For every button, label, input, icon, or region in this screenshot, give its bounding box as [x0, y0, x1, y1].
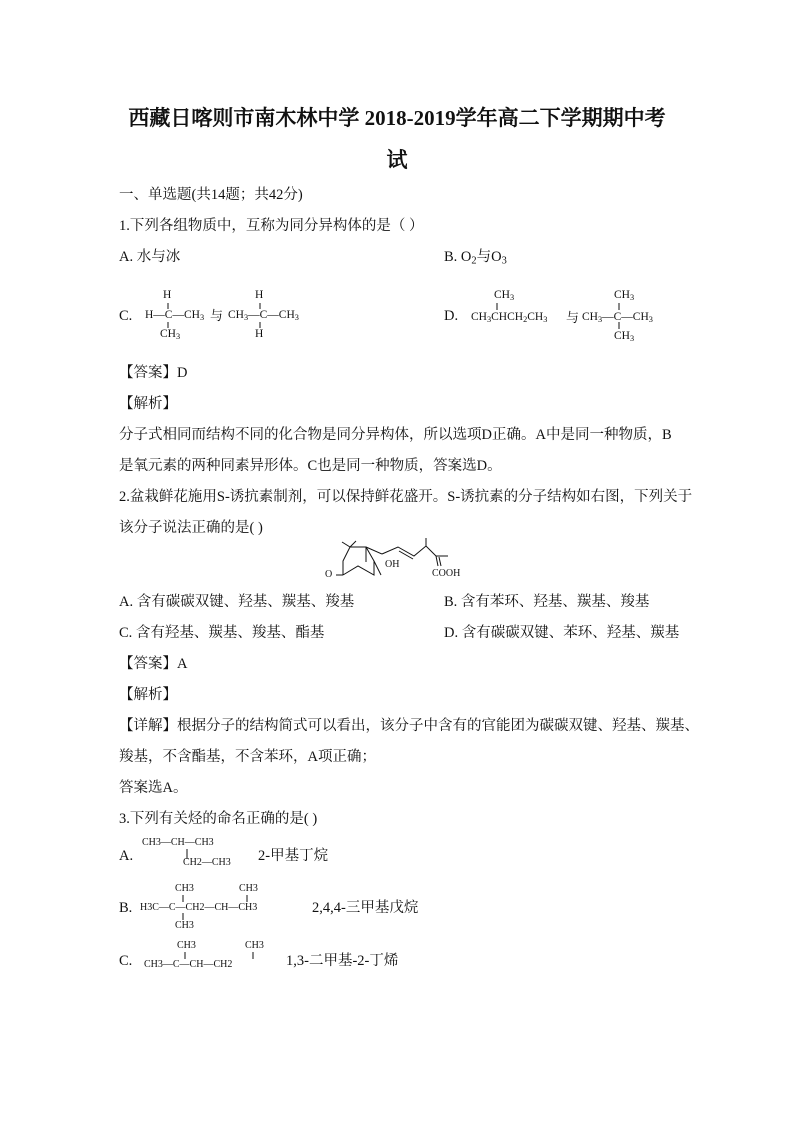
question-2-analysis-tag: 【解析】 — [119, 687, 177, 703]
question-3-option-a-name: 2-甲基丁烷 — [258, 848, 329, 864]
page-title: 西藏日喀则市南木林中学 2018-2019学年高二下学期期中考 — [128, 106, 666, 130]
question-3-option-b-label: B. — [119, 900, 133, 916]
question-2-option-a: A. 含有碳碳双键、羟基、羰基、羧基 — [119, 594, 355, 610]
question-3-option-c-name: 1,3-二甲基-2-丁烯 — [286, 953, 399, 969]
question-2-option-b: B. 含有苯环、羟基、羰基、羧基 — [444, 594, 650, 610]
question-3-option-c-label: C. — [119, 953, 133, 969]
question-3-option-b-name: 2,4,4-三甲基戊烷 — [312, 900, 419, 916]
question-1-option-c-label: C. — [119, 308, 133, 324]
question-1-stem: 1.下列各组物质中，互称为同分异构体的是（ ） — [119, 218, 424, 234]
question-2-option-d: D. 含有碳碳双键、苯环、羟基、羰基 — [444, 625, 680, 641]
page-title-continued: 试 — [386, 148, 408, 172]
question-3-stem: 3.下列有关烃的命名正确的是( ) — [119, 811, 318, 827]
question-2-answer: 【答案】A — [119, 656, 188, 672]
question-2-option-c: C. 含有羟基、羰基、羧基、酯基 — [119, 625, 325, 641]
question-2-detail-line-1: 【详解】根据分子的结构简式可以看出，该分子中含有的官能团为碳碳双键、羟基、羰基、 — [119, 718, 699, 734]
question-2-detail-line-2: 羧基，不含酯基，不含苯环，A项正确； — [119, 749, 376, 765]
question-2-conclusion: 答案选A。 — [119, 780, 188, 796]
exam-page: 西藏日喀则市南木林中学 2018-2019学年高二下学期期中考 试 一、单选题(共14题；共42分) 1.下列各组物质中，互称为同分异构体的是（ ） A. 水与冰 B. $O_2$与$O_3$ C. H $H—C—CH_3$ $CH_3$ 与 H $CH_3—C—CH_3$ H D. $CH_3$ $CH_3CHCH_2CH_3$ 与 $CH_3$ $CH_3—C—CH_3$ $CH_3$ 【答案】D 【解析】 分子式相同而结构不同的化合物是同分异构体，所以选项D正确。A中是同一种物质，B 是氧元素的两种同素异形体。C也是同一种物质，答案选D。 2.盆栽鲜花施用S-诱抗素制剂，可以保持鲜花盛开。S-诱抗素的分子结构如右图，下列关于 该分子说法正确的是( ) O OH COOH A. 含有碳碳双键、羟基、羰基、羧基 B. 含有苯环、羟基、羰基、羧基 C. 含有羟基、羰基、羧基、酯基 D. 含有碳碳双键、苯环、羟基、羰基 【答案】A 【解析】 【详解】根据分子的结构简式可以看出，该分子中含有的官能团为碳碳双键、羟基、羰基、 羧基，不含酯基，不含苯环，A项正确； 答案选A。 3.下列有关烃的命名正确的是( ) A. CH3—CH—CH3 CH2—CH3 2-甲基丁烷 B. CH3 CH3 H3C—C—CH2—CH—CH3 CH3 2,4,4-三甲基戊烷 C. CH3 CH3 CH3—C—CH—CH2 1,3-二甲基-2-丁烯 — [0, 0, 794, 1123]
question-1-analysis-tag: 【解析】 — [119, 396, 177, 412]
section-heading: 一、单选题(共14题；共42分) — [119, 187, 303, 203]
question-2-stem-line-1: 2.盆栽鲜花施用S-诱抗素制剂，可以保持鲜花盛开。S-诱抗素的分子结构如右图，下列关于 — [119, 489, 693, 505]
question-1-answer: 【答案】D — [119, 365, 188, 381]
question-1-analysis-line-2: 是氧元素的两种同素异形体。C也是同一种物质，答案选D。 — [119, 458, 502, 474]
question-3-option-a-label: A. — [119, 848, 134, 864]
question-1-option-d-label: D. — [444, 308, 459, 324]
question-1-option-a: A. 水与冰 — [119, 249, 181, 265]
question-1-analysis-line-1: 分子式相同而结构不同的化合物是同分异构体，所以选项D正确。A中是同一种物质，B — [119, 427, 672, 443]
question-1-option-b: B. $O_2$与$O_3$ — [444, 249, 507, 267]
question-2-stem-line-2: 该分子说法正确的是( ) — [119, 520, 263, 536]
